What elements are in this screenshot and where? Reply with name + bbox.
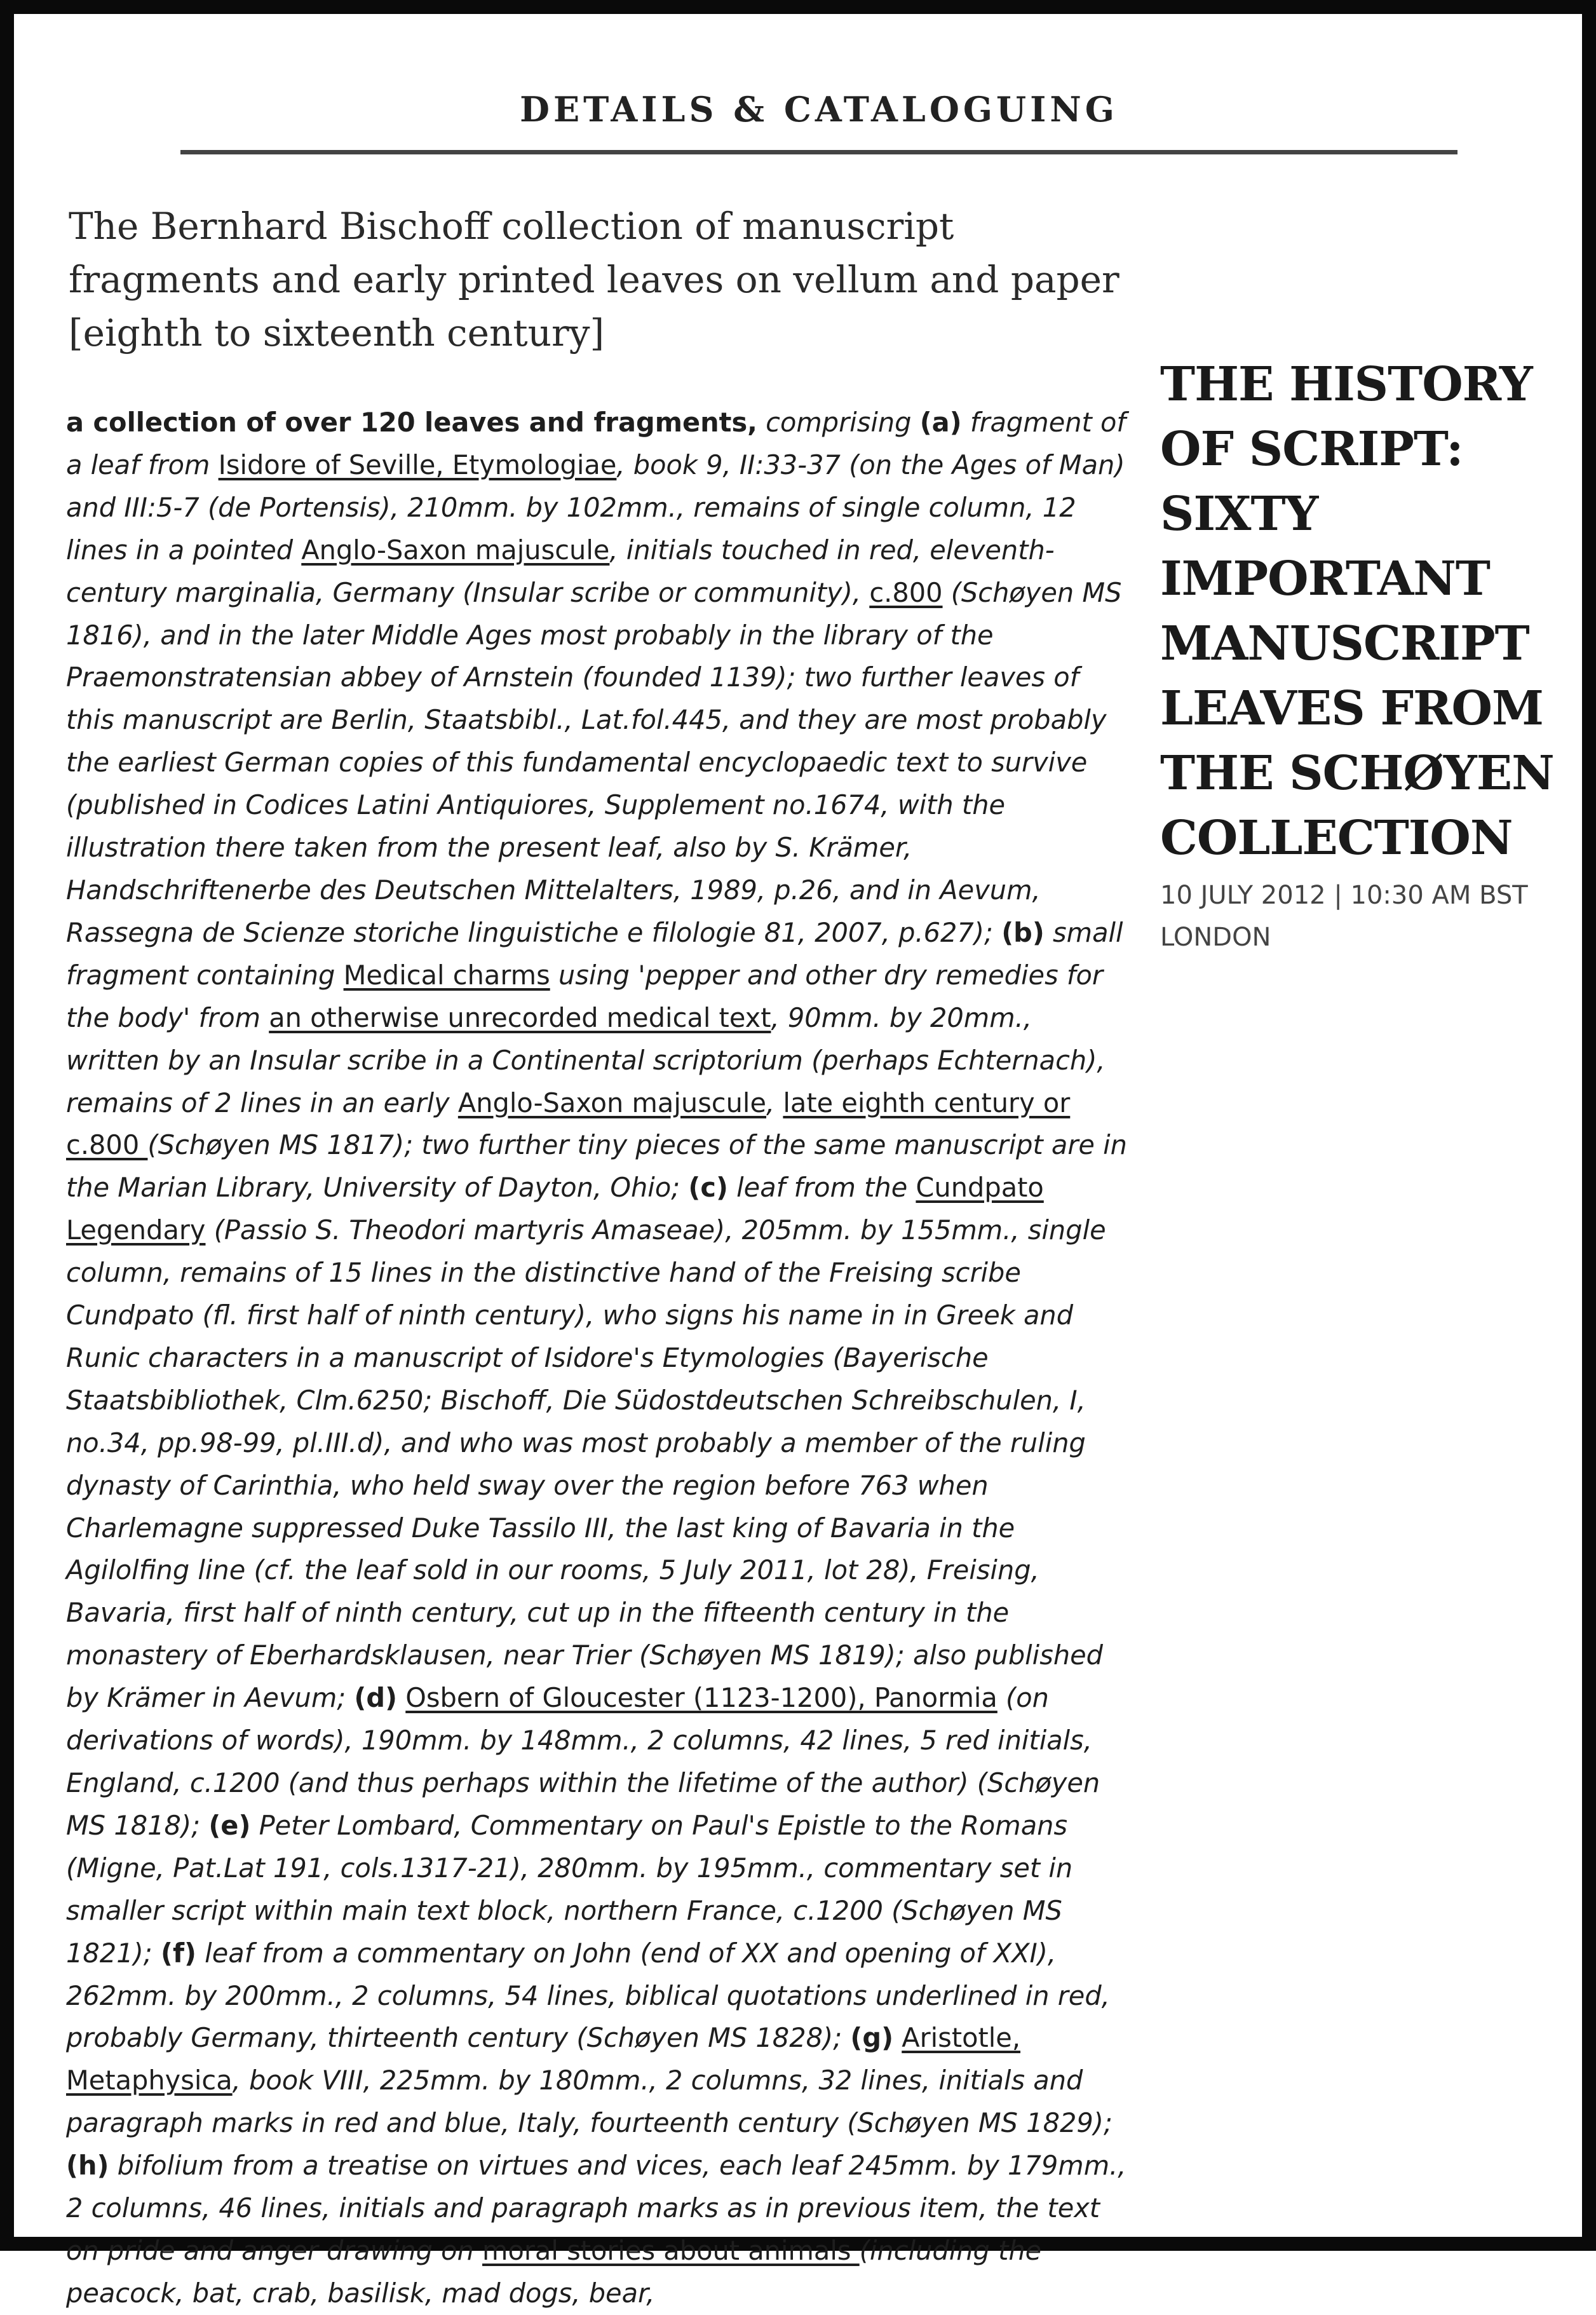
header-divider	[180, 150, 1457, 154]
sale-info-panel	[1160, 352, 1596, 958]
text-segment: (including the peacock, bat, crab, basilisk, mad dogs, bear,	[66, 2234, 1042, 2309]
link-unrecorded-medical-text[interactable]: an otherwise unrecorded medical text	[269, 1001, 771, 1033]
link-cundpato-legendary[interactable]: Cundpato Legendary	[66, 1172, 1044, 1246]
text-segment: comprising	[757, 407, 920, 438]
text-segment: Peter Lombard, Commentary on Paul's Epistle to the Romans (Migne, Pat.Lat 191, cols.1317-21), 280mm. by 195mm., commentary set in smaller script within main text block, northern France, c.1200 (Schøyen MS 1821);	[66, 1809, 1073, 1969]
item-marker-g: (g)	[850, 2022, 894, 2054]
text-segment: small fragment containing	[66, 916, 1123, 991]
text-segment: ,	[766, 1087, 783, 1118]
text-segment	[397, 1682, 405, 1713]
text-segment: , book 9, II:33-37 (on the Ages of Man) and III:5-7 (de Portensis), 210mm. by 102mm., remains of single column, 12 lines in a pointed	[66, 449, 1125, 566]
item-marker-a: (a)	[919, 407, 962, 438]
item-marker-h: (h)	[66, 2150, 109, 2182]
link-moral-stories[interactable]: moral stories about animals	[482, 2234, 860, 2266]
sale-title[interactable]: THE HISTORY OF SCRIPT: SIXTY IMPORTANT MANUSCRIPT LEAVES FROM THE SCHØYEN COLLECTION	[1160, 357, 1554, 866]
text-segment: , book VIII, 225mm. by 180mm., 2 columns, 32 lines, initials and paragraph marks in red and blue, Italy, fourteenth century (Schøyen MS 1829);	[66, 2065, 1112, 2139]
text-segment: , initials touched in red, eleventh-century marginalia, Germany (Insular scribe or community),	[66, 534, 1055, 608]
lot-title: The Bernhard Bischoff collection of manuscript fragments and early printed leaves on vellum and paper [eighth to sixteenth century]	[69, 205, 1119, 355]
sale-datetime: 10 JULY 2012 | 10:30 AM BST	[1160, 881, 1528, 910]
link-aristotle-metaphysica[interactable]: Aristotle, Metaphysica	[66, 2022, 1021, 2096]
link-osbern-panormia[interactable]: Osbern of Gloucester (1123-1200), Panormia	[405, 1682, 998, 1714]
text-segment: (Schøyen MS 1817); two further tiny pieces of the same manuscript are in the Marian Library, University of Dayton, Ohio;	[66, 1129, 1127, 1204]
link-late-eighth-century[interactable]: late eighth century or c.800	[66, 1087, 1071, 1161]
item-marker-d: (d)	[354, 1682, 398, 1714]
text-segment: (Passio S. Theodori martyris Amaseae), 205mm. by 155mm., single column, remains of 15 lines in the distinctive hand of the Freising scribe Cundpato (fl. first half of ninth century), who signs his name in in Greek and Runic characters in a manuscript of Isidore's Etymologies (Bayerische Staatsbibliothek, Clm.6250; Bischoff, Die Südostdeutschen Schreibschulen, I, no.34, pp.98-99, pl.III.d), and who was most probably a member of the ruling dynasty of Carinthia, who held sway over the region before 763 when Charlemagne suppressed Duke Tassilo III, the last king of Bavaria in the Agilolfing line (cf. the leaf sold in our rooms, 5 July 2011, lot 28), Freising, Bavaria, first half of ninth century, cut up in the fifteenth century in the monastery of Eberhardsklausen, near Trier (Schøyen MS 1819); also published by Krämer in Aevum;	[66, 1214, 1106, 1714]
text-segment: bifolium from a treatise on virtues and vices, each leaf 245mm. by 179mm., 2 columns, 46 lines, initials and paragraph marks as in previous item, the text on pride and anger drawing on	[66, 2150, 1126, 2266]
text-segment: , 90mm. by 20mm., written by an Insular scribe in a Continental scriptorium (perhaps Echternach), remains of 2 lines in an early	[66, 1001, 1106, 1118]
item-marker-b: (b)	[1001, 916, 1045, 948]
link-medical-charms[interactable]: Medical charms	[343, 959, 550, 991]
text-segment: fragment of a leaf from	[66, 407, 1126, 480]
link-isidore-etymologiae[interactable]: Isidore of Seville, Etymologiae	[218, 449, 617, 480]
text-segment: using 'pepper and other dry remedies for the body' from	[66, 959, 1103, 1033]
sale-location: LONDON	[1160, 923, 1271, 952]
text-segment: leaf from a commentary on John (end of XX and opening of XXI), 262mm. by 200mm., 2 columns, 54 lines, biblical quotations underlined in red, probably Germany, thirteenth century (Schøyen MS 1828);	[66, 1937, 1110, 2054]
item-marker-e: (e)	[208, 1809, 251, 1841]
link-anglo-saxon-majuscule-2[interactable]: Anglo-Saxon majuscule	[457, 1087, 766, 1118]
section-header: DETAILS & CATALOGUING	[520, 89, 1118, 130]
item-marker-f: (f)	[160, 1937, 196, 1969]
description-lead: a collection of over 120 leaves and fragments,	[66, 407, 757, 438]
link-c800[interactable]: c.800	[869, 576, 943, 608]
text-segment	[893, 2022, 902, 2053]
link-anglo-saxon-majuscule[interactable]: Anglo-Saxon majuscule	[301, 534, 610, 566]
text-segment: (Schøyen MS 1816), and in the later Middle Ages most probably in the library of the Praemonstratensian abbey of Arnstein (founded 1139); two further leaves of this manuscript are Berlin, Staatsbibl., Lat.fol.445, and they are most probably the earliest German copies of this fundamental encyclopaedic text to survive (published in Codices Latini Antiquiores, Supplement no.1674, with the illustration there taken from the present leaf, also by S. Krämer, Handschriftenerbe des Deutschen Mittelalters, 1989, p.26, and in Aevum, Rassegna de Scienze storiche linguistiche e filologie 81, 2007, p.627);	[66, 576, 1122, 948]
lot-description	[66, 402, 1133, 2315]
text-segment: (on derivations of words), 190mm. by 148mm., 2 columns, 42 lines, 5 red initials, England, c.1200 (and thus perhaps within the lifetime of the author) (Schøyen MS 1818);	[66, 1682, 1100, 1841]
item-marker-c: (c)	[688, 1172, 728, 1204]
text-segment: leaf from the	[727, 1172, 916, 1204]
